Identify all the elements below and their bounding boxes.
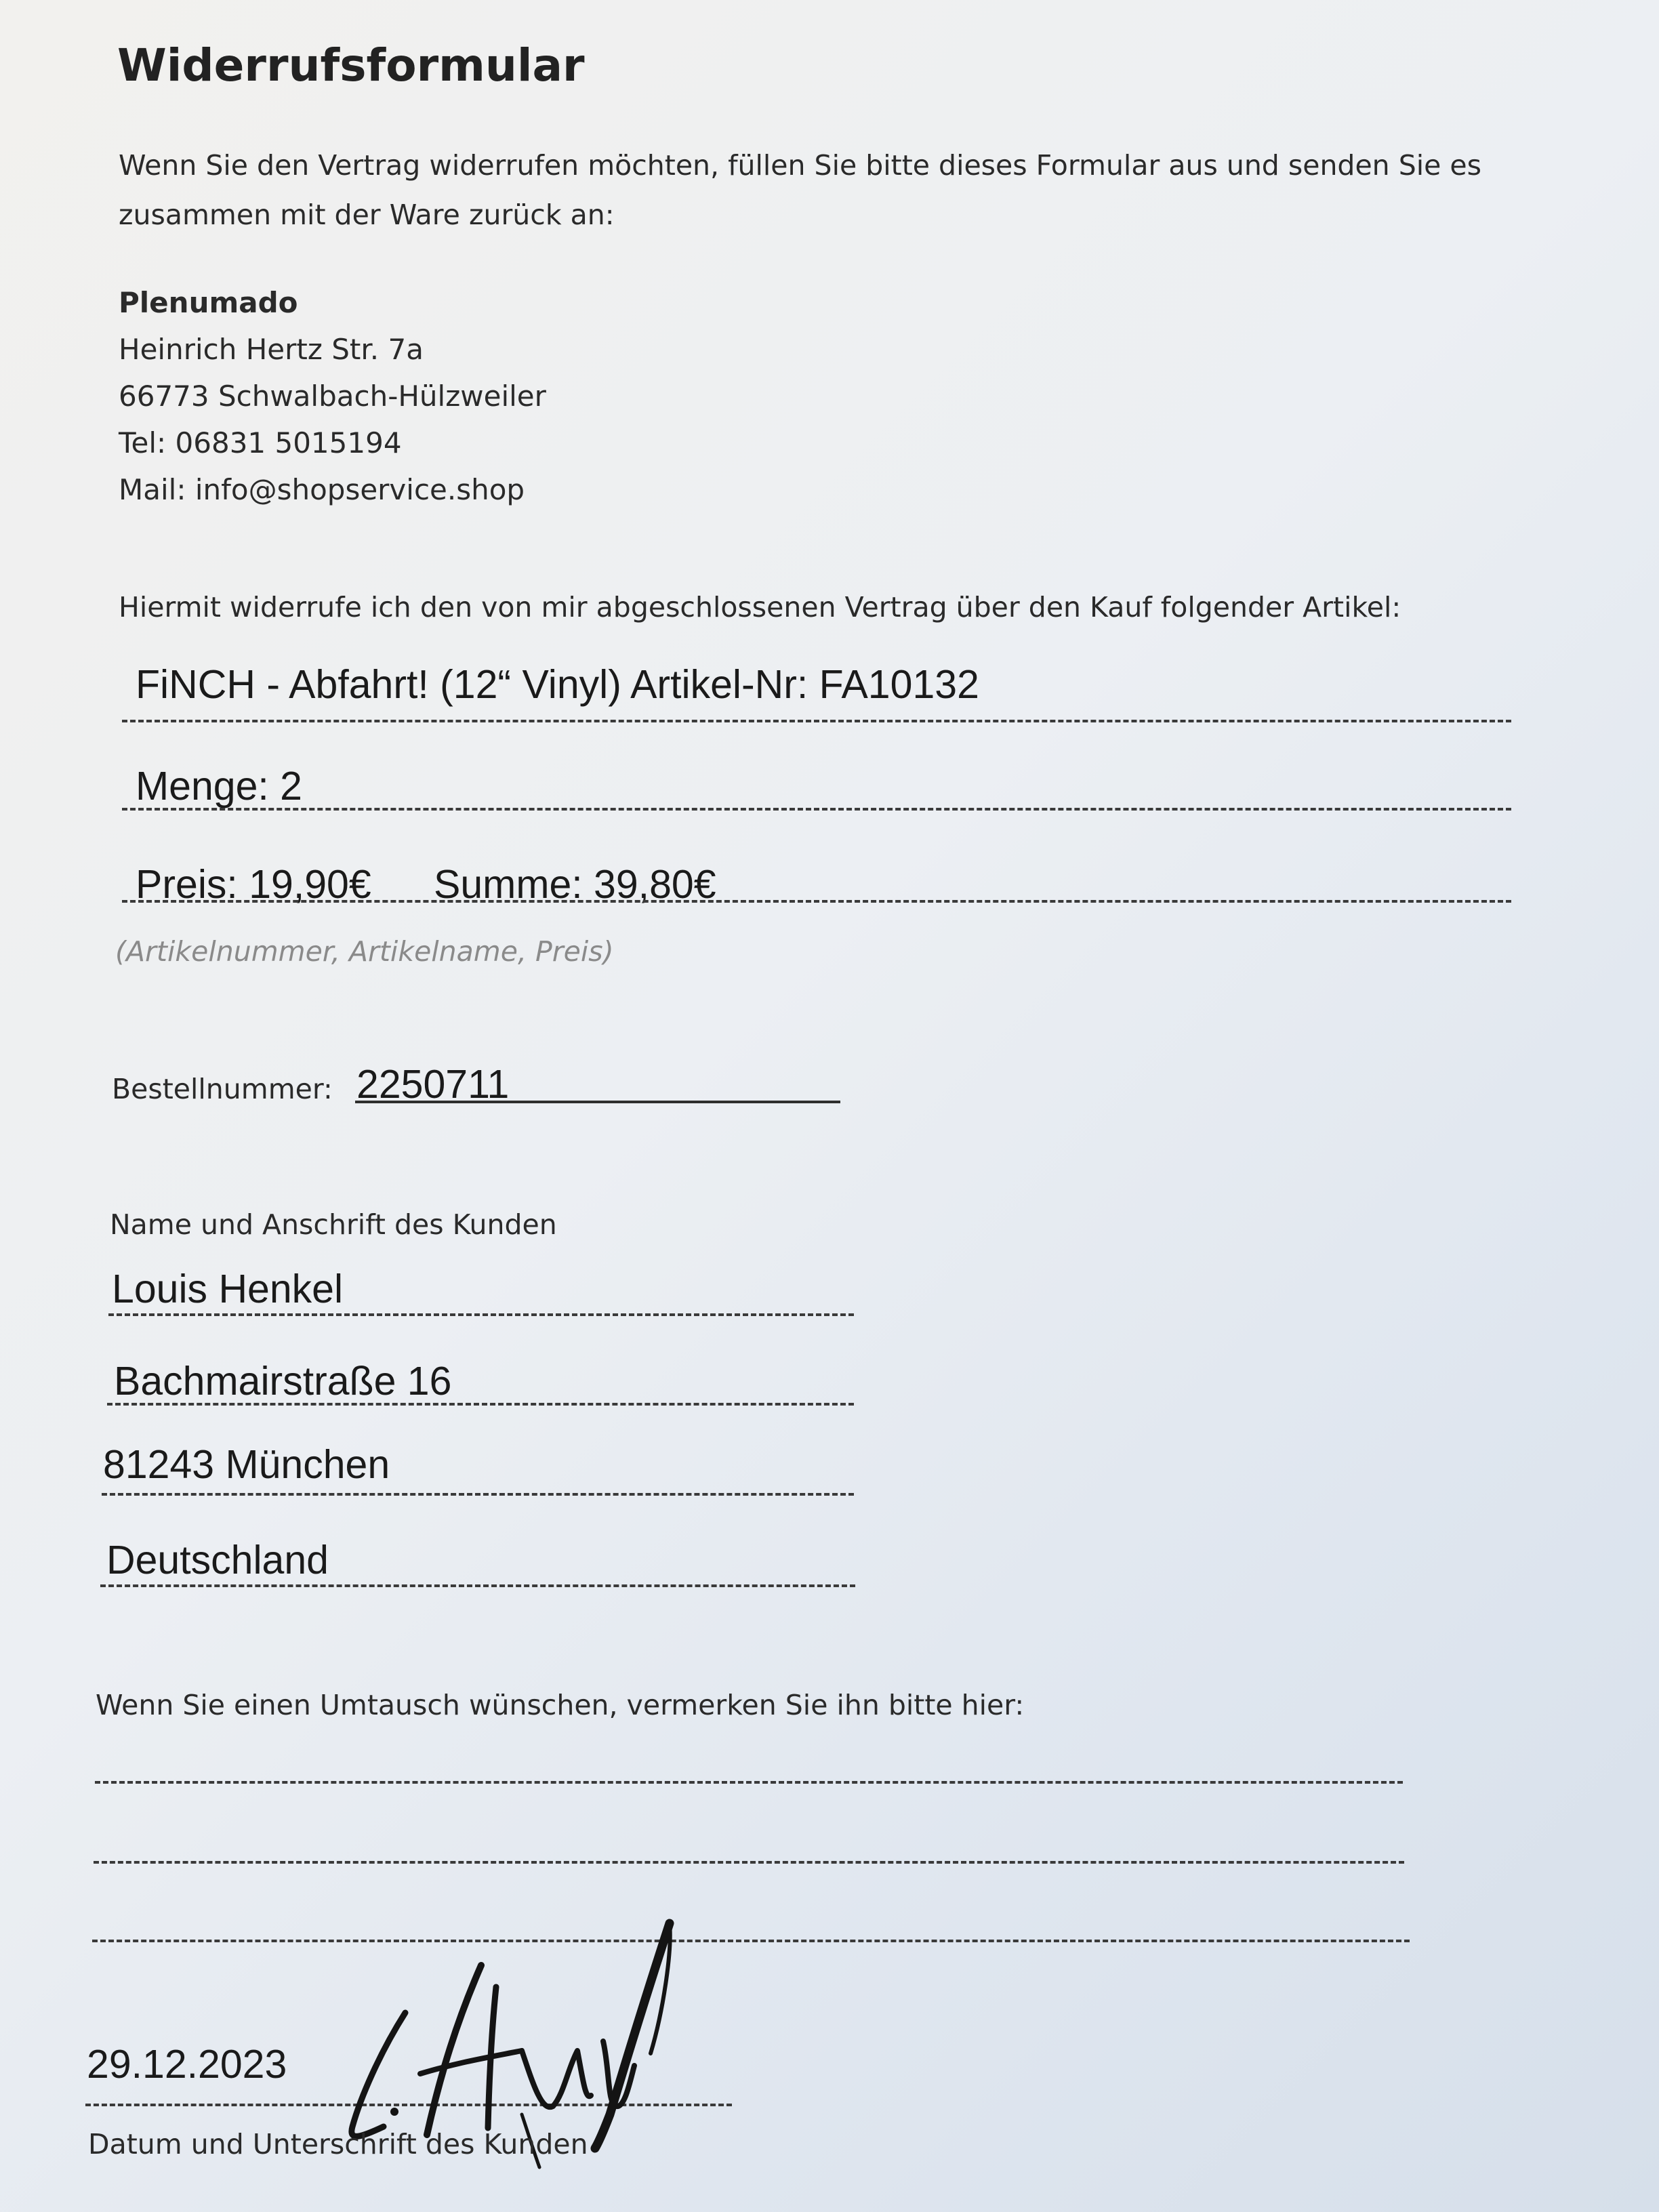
date-value[interactable]: 29.12.2023 xyxy=(87,2042,287,2087)
company-mail: Mail: info@shopservice.shop xyxy=(119,473,525,506)
customer-country[interactable]: Deutschland xyxy=(106,1538,329,1582)
company-city: 66773 Schwalbach-Hülzweiler xyxy=(119,380,546,413)
revocation-statement: Hiermit widerrufe ich den von mir abgeschlossenen Vertrag über den Kauf folgender Artikel: xyxy=(119,591,1401,623)
sum-line[interactable]: Summe: 39,80€ xyxy=(434,862,716,907)
customer-city-underline xyxy=(102,1493,854,1496)
exchange-line-3[interactable] xyxy=(92,1940,1410,1942)
signature-label: Datum und Unterschrift des Kunden xyxy=(88,2128,588,2160)
article-underline xyxy=(122,720,1511,722)
company-name: Plenumado xyxy=(119,286,298,319)
order-number-label: Bestellnummer: xyxy=(112,1073,333,1105)
quantity-underline xyxy=(122,808,1511,811)
customer-country-underline xyxy=(100,1584,855,1587)
company-address xyxy=(119,279,546,513)
exchange-line-2[interactable] xyxy=(94,1861,1404,1864)
quantity-line[interactable]: Menge: 2 xyxy=(136,764,302,808)
customer-name-underline xyxy=(108,1313,854,1316)
customer-label: Name und Anschrift des Kunden xyxy=(110,1208,557,1241)
exchange-label: Wenn Sie einen Umtausch wünschen, vermerken Sie ihn bitte hier: xyxy=(96,1689,1025,1721)
exchange-line-1[interactable] xyxy=(95,1781,1403,1784)
order-number-underline xyxy=(355,1101,840,1103)
price-line[interactable]: Preis: 19,90€ xyxy=(136,862,371,907)
company-street: Heinrich Hertz Str. 7a xyxy=(119,333,424,366)
customer-city[interactable]: 81243 München xyxy=(103,1442,390,1487)
customer-name[interactable]: Louis Henkel xyxy=(112,1267,344,1311)
intro-text: Wenn Sie den Vertrag widerrufen möchten, füllen Sie bitte dieses Formular aus und senden Sie es zusammen mit der Ware zurück an: xyxy=(119,149,1481,231)
customer-street-underline xyxy=(107,1403,854,1406)
article-line[interactable]: FiNCH - Abfahrt! (12“ Vinyl) Artikel-Nr: FA10132 xyxy=(136,662,979,707)
article-hint: (Artikelnummer, Artikelname, Preis) xyxy=(115,935,614,968)
order-number-value[interactable]: 2250711 xyxy=(356,1062,510,1107)
form-title: Widerrufsformular xyxy=(117,39,585,91)
price-underline xyxy=(122,900,1511,903)
company-phone: Tel: 06831 5015194 xyxy=(119,426,402,459)
customer-street[interactable]: Bachmairstraße 16 xyxy=(114,1359,452,1404)
